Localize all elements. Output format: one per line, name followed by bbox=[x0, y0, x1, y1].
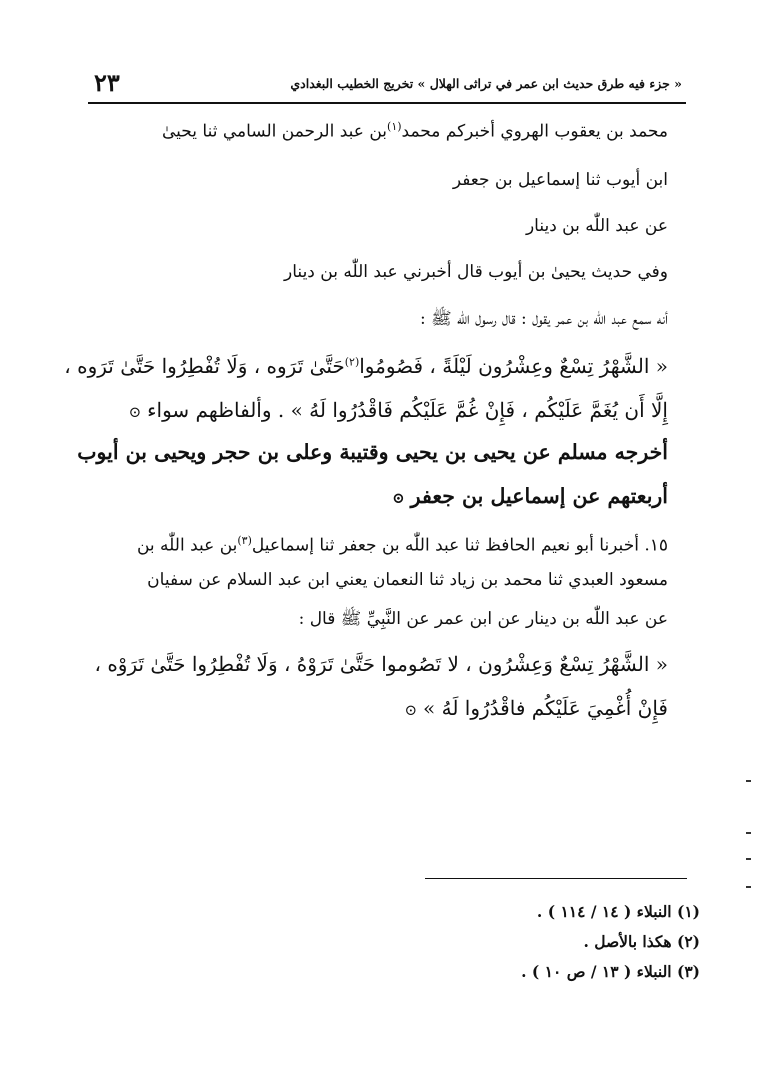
paragraph-15-line-1 bbox=[137, 534, 668, 556]
text-line-2: ابن أيوب ثنا إسماعيل بن جعفر bbox=[452, 170, 668, 190]
scan-artifact bbox=[746, 780, 751, 782]
text-line-1 bbox=[162, 120, 668, 142]
text-line-3: عن عبد اللّٰه بن دينار bbox=[525, 216, 668, 236]
footnote-reference: (٢) bbox=[344, 355, 360, 369]
page-number: ٢٣ bbox=[94, 68, 120, 97]
footnote-1: (١) النبلاء ( ١٤ / ١١٤ ) . bbox=[536, 902, 700, 921]
footnote-reference: (٣) bbox=[237, 534, 252, 547]
hadith-text: إِلَّا أَن يُغَمَّ عَلَيْكُم ، فَإِنْ غُمَّ عَلَيْكُم فَاقْدُرُوا لَهُ » . وألفاظهم سواء bbox=[147, 398, 668, 422]
paragraph-15-line-3: عن عبد اللّٰه بن دينار عن ابن عمر عن النَّبِيِّ ﷺ قال : bbox=[298, 609, 668, 629]
takhrij-line-1: أخرجه مسلم عن يحيى بن يحيى وقتيبة وعلى بن حجر ويحيى بن أيوب bbox=[77, 440, 668, 464]
line-text: ١٥. أخبرنا أبو نعيم الحافظ ثنا عبد اللّٰه بن جعفر ثنا إسماعيل bbox=[251, 535, 668, 556]
end-mark-icon: ⊙ bbox=[128, 403, 142, 421]
line-text: بن عبد الرحمن السامي ثنا يحيىٰ bbox=[161, 121, 388, 142]
line-text: محمد بن يعقوب الهروي أخبركم محمد bbox=[401, 121, 668, 142]
footnote-reference: (١) bbox=[387, 120, 402, 133]
footnote-3: (٣) النبلاء ( ١٣ / ص ١٠ ) . bbox=[521, 962, 700, 981]
paragraph-15-line-2: مسعود العبدي ثنا محمد بن زياد ثنا النعمان يعني ابن عبد السلام عن سفيان bbox=[147, 570, 668, 590]
running-title: « جزء فيه طرق حديث ابن عمر في تراثى الهلال » تخريج الخطيب البغدادي bbox=[290, 76, 682, 91]
scan-artifact bbox=[746, 832, 751, 834]
hadith-line-2 bbox=[129, 398, 668, 422]
end-mark-icon: ⊙ bbox=[404, 701, 418, 719]
takhrij-text: أربعتهم عن إسماعيل بن جعفر bbox=[410, 484, 668, 508]
hadith-text: فَإِنْ أُغْمِيَ عَلَيْكُم فاقْدُرُوا لَهُ » bbox=[423, 696, 668, 720]
hadith-line-4 bbox=[404, 696, 668, 720]
footnote-divider bbox=[425, 878, 687, 879]
takhrij-line-2 bbox=[392, 484, 668, 508]
text-line-5: أنه سمع عبد اللّٰه بن عمر يقول : قال رسول اللّٰه ﷺ : bbox=[419, 309, 668, 329]
hadith-line-3: « الشَّهْرُ تِسْعٌ وَعِشْرُون ، لا تَصُوموا حَتَّىٰ تَرَوْهُ ، وَلَا تُفْطِرُوا حَتَّىٰ تَرَوْه ، bbox=[94, 652, 668, 676]
hadith-text: « الشَّهْرُ تِسْعٌ وعِشْرُون لَيْلَةً ، فَصُومُوا bbox=[359, 354, 668, 378]
footnote-2: (٢) هكذا بالأصل . bbox=[583, 932, 700, 951]
line-text: بن عبد اللّٰه بن bbox=[136, 535, 238, 556]
scan-artifact bbox=[746, 886, 751, 888]
hadith-text: حَتَّىٰ تَرَوه ، وَلَا تُفْطِرُوا حَتَّىٰ تَرَوه ، bbox=[64, 354, 345, 378]
text-line-4: وفي حديث يحيىٰ بن أيوب قال أخبرني عبد اللّٰه بن دينار bbox=[284, 262, 668, 282]
hadith-line-1 bbox=[64, 354, 668, 378]
page-header bbox=[88, 66, 686, 104]
end-mark-icon: ⊙ bbox=[392, 489, 405, 507]
scan-artifact bbox=[746, 858, 751, 860]
